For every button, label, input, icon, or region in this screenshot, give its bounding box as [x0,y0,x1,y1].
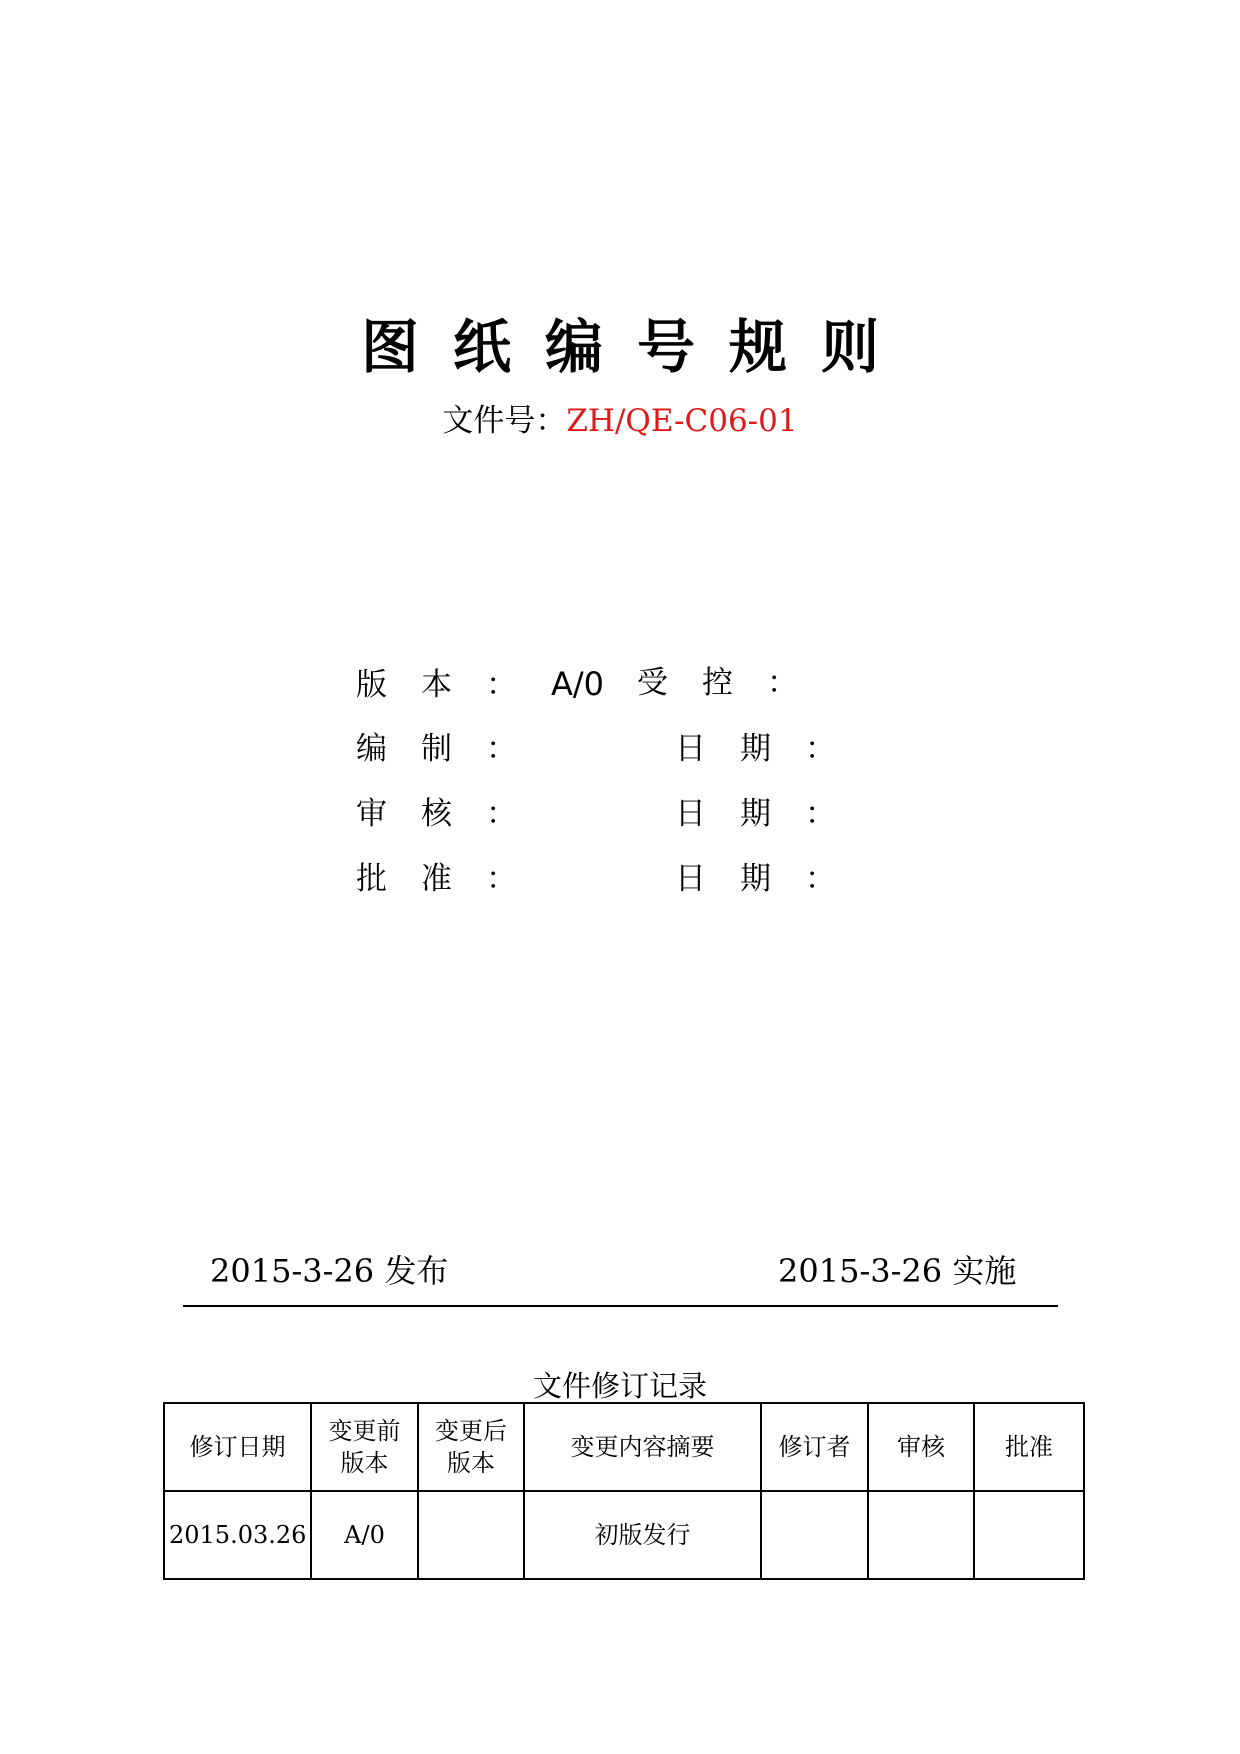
effective-date: 2015-3-26 实施 [778,1252,1017,1290]
reviewed-label: 审核： [356,796,551,832]
header-next-version [418,1403,524,1491]
approved-date-label: 日期： [675,861,870,897]
revision-table-header [164,1403,1084,1491]
approved-field [356,861,551,897]
header-prev-version-line1: 变更前 [328,1416,401,1445]
header-revision-date: 修订日期 [164,1403,311,1491]
reviewed-field [356,796,551,832]
document-number [0,403,1240,439]
document-number-value: ZH/QE-C06-01 [566,403,798,439]
reviewed-date-label: 日期： [675,796,870,832]
compiled-field [356,731,551,767]
divider-line [183,1305,1058,1307]
controlled-field [637,665,832,701]
cell-reviewer [868,1491,974,1579]
document-title: 图纸编号规则 [360,313,913,381]
reviewed-date-field [675,796,870,832]
controlled-label: 受控： [637,665,832,701]
approved-date-field [675,861,870,897]
publish-date: 2015-3-26 发布 [210,1252,449,1290]
header-change-summary: 变更内容摘要 [524,1403,761,1491]
revision-table-title: 文件修订记录 [532,1369,707,1403]
header-approver: 批准 [974,1403,1084,1491]
document-number-label: 文件号： [442,403,567,439]
compiled-date-field [675,731,870,767]
header-prev-version [311,1403,418,1491]
table-row [164,1491,1084,1579]
header-next-version-line1: 变更后 [435,1416,507,1445]
header-prev-version-line2: 版本 [340,1449,389,1477]
cell-next-version [418,1491,524,1579]
cell-prev-version: A/0 [311,1491,418,1579]
compiled-label: 编制： [356,731,551,767]
cell-change-summary: 初版发行 [524,1491,761,1579]
version-field [356,665,605,703]
revision-table [163,1402,1085,1580]
cell-reviser [761,1491,868,1579]
header-reviewer: 审核 [868,1403,974,1491]
compiled-date-label: 日期： [675,731,870,767]
header-reviser: 修订者 [761,1403,868,1491]
cell-revision-date: 2015.03.26 [164,1491,311,1579]
approved-label: 批准： [356,861,551,897]
version-value: A/0 [551,665,605,703]
cell-approver [974,1491,1084,1579]
header-next-version-line2: 版本 [447,1449,495,1477]
version-label: 版本： [356,667,551,703]
